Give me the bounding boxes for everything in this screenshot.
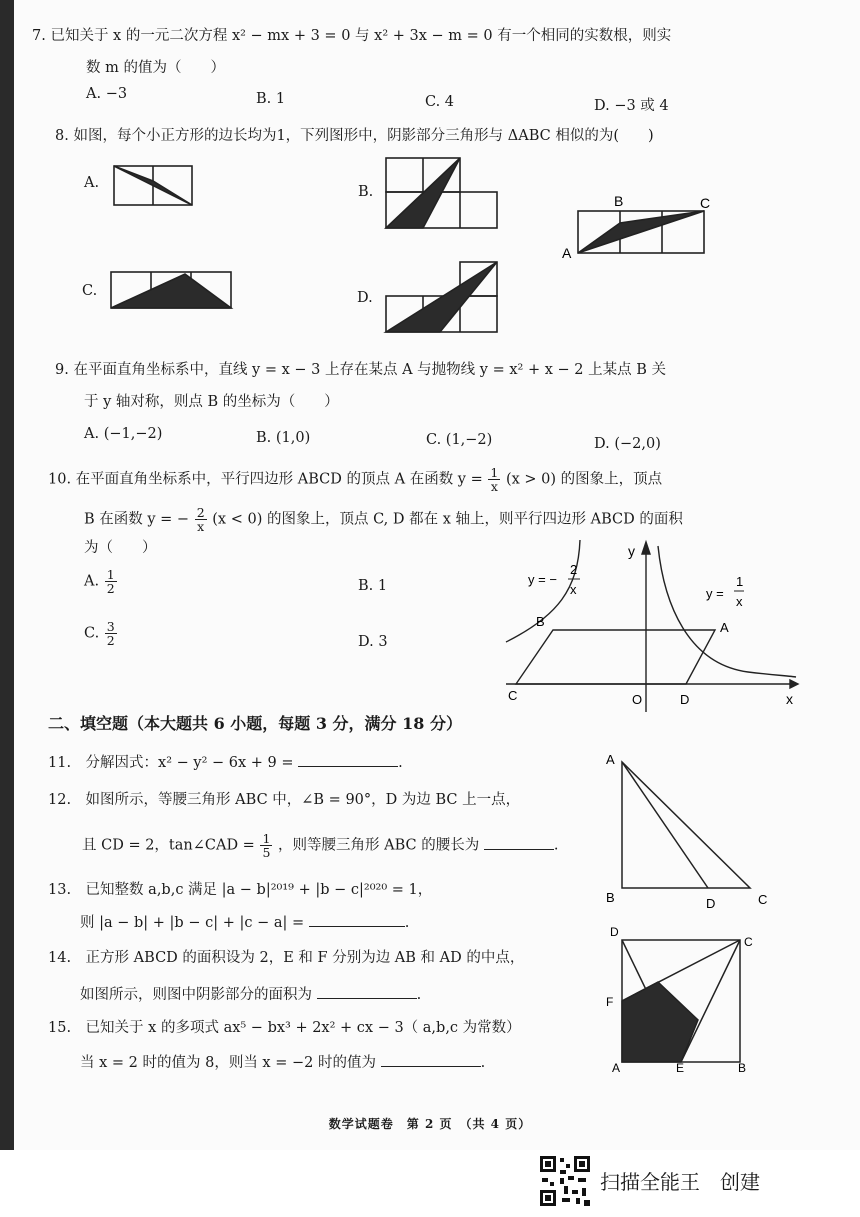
q12-line2-a: 且 CD = 2，tan∠CAD = [82, 837, 255, 854]
q14-square-figure [602, 924, 772, 1074]
q8-stem: 8. 如图，每个小正方形的边长均为1，下列图形中，阴影部分三角形与 ΔABC 相似的为( ) [55, 128, 654, 144]
q15-line2-text: 当 x = 2 时的值为 8，则当 x = −2 时的值为 [80, 1055, 376, 1071]
q10-graph-left-d: x [570, 582, 577, 597]
q13-line2-text: 则 |a − b| + |b − c| + |c − a| = [80, 915, 305, 931]
q12-answer-blank[interactable] [484, 835, 554, 850]
q8-ref-label-a: A [562, 245, 572, 261]
q7-option-d: D. −3 或 4 [594, 98, 669, 114]
q14-line2-text: 如图所示，则图中阴影部分的面积为 [80, 987, 312, 1003]
q14-fig-label-f: F [606, 995, 614, 1009]
q9-line2: 于 y 轴对称，则点 B 的坐标为（ ） [84, 394, 339, 410]
section-2-title: 二、填空题（本大题共 6 小题，每题 3 分，满分 18 分） [48, 714, 462, 733]
q13-answer-blank[interactable] [309, 912, 405, 927]
q14-fig-label-d: D [610, 925, 619, 939]
q10-line1-b: (x > 0) 的图象上，顶点 [505, 471, 663, 488]
q7-option-b: B. 1 [256, 91, 286, 107]
q8-figures [0, 150, 860, 510]
q8-option-d: D. [357, 290, 373, 306]
q15-line2: 当 x = 2 时的值为 8，则当 x = −2 时的值为 . [80, 1052, 485, 1073]
q11-answer-blank[interactable] [298, 752, 398, 767]
q10-option-d: D. 3 [358, 634, 388, 650]
q10-line2-b: (x < 0) 的图象上，顶点 C, D 都在 x 轴上，则平行四边形 ABCD 的面积 [212, 511, 683, 528]
q8-option-b: B. [358, 184, 374, 200]
q13-line1: 13. 已知整数 a,b,c 满足 |a − b|²⁰¹⁹ + |b − c|²⁰²⁰ = 1， [48, 882, 433, 898]
q10-line3: 为（ ） [84, 540, 157, 556]
q15-answer-blank[interactable] [381, 1052, 481, 1067]
q9-option-c: C. (1,−2) [426, 432, 493, 448]
q10-graph-label-o: O [632, 692, 643, 707]
q8-option-c: C. [82, 283, 98, 299]
q7-option-c: C. 4 [425, 94, 455, 110]
q10-frac-1: $\frac{1}{x}$ [490, 465, 499, 494]
q12-fig-label-b: B [606, 890, 615, 905]
q10-option-b: B. 1 [358, 578, 388, 594]
q11-text: 11. 分解因式：x² − y² − 6x + 9 = [48, 755, 294, 771]
page-footer: 数学试题卷 第 2 页 （共 4 页） [328, 1117, 532, 1131]
q8-ref-label-b: B [614, 193, 624, 209]
q11-line: 11. 分解因式：x² − y² − 6x + 9 = . [48, 752, 403, 773]
q10-line1-a: 10. 在平面直角坐标系中，平行四边形 ABCD 的顶点 A 在函数 y = [48, 471, 483, 488]
q14-line1: 14. 正方形 ABCD 的面积设为 2，E 和 F 分别为边 AB 和 AD 的中点， [48, 950, 525, 966]
q12-triangle-figure [600, 752, 780, 912]
q10-graph-label-d: D [680, 692, 690, 707]
q14-answer-blank[interactable] [317, 984, 417, 999]
q8-option-a: A. [84, 175, 100, 191]
q10-graph-label-y: y [628, 543, 635, 559]
q12-fig-label-a: A [606, 752, 615, 767]
q14-fig-label-b: B [738, 1061, 747, 1074]
q8-ref-label-c: C [700, 195, 711, 211]
q10-graph-label-b: B [536, 614, 545, 629]
q9-option-a: A. (−1,−2) [84, 426, 163, 442]
q12-line2: 且 CD = 2，tan∠CAD = $\frac{1}{5}$ ，则等腰三角形 ABC 的腰长为 . [82, 831, 559, 860]
qr-code-icon [538, 1154, 592, 1208]
q10-graph-right-fn: y = [706, 586, 724, 601]
q10-line2-a: B 在函数 y = − [84, 511, 190, 528]
q9-option-b: B. (1,0) [256, 430, 311, 446]
q9-line1: 9. 在平面直角坐标系中，直线 y = x − 3 上存在某点 A 与抛物线 y = x² + x − 2 上某点 B 关 [55, 362, 666, 378]
scanner-watermark: 扫描全能王 创建 [600, 1170, 760, 1194]
q10-line1 [48, 466, 662, 493]
q10-option-a: A. $\frac{1}{2}$ [84, 567, 115, 596]
q10-graph-left-n: 2 [570, 562, 578, 577]
q12-line1: 12. 如图所示，等腰三角形 ABC 中，∠B = 90°，D 为边 BC 上一点， [48, 792, 521, 808]
q7-option-a: A. −3 [86, 86, 128, 102]
q14-fig-label-a: A [612, 1061, 621, 1074]
q10-graph-label-a: A [720, 620, 729, 635]
q10-option-c: C. $\frac{3}{2}$ [84, 619, 115, 648]
q7-line2: 数 m 的值为（ ） [86, 60, 225, 76]
q10-line2 [84, 506, 683, 533]
q10-graph-left-fn: y = − [528, 572, 557, 587]
q10-graph-label-x: x [786, 691, 793, 707]
q12-fig-label-d: D [706, 896, 716, 911]
q14-line2: 如图所示，则图中阴影部分的面积为 . [80, 984, 421, 1005]
q7-line1: 7. 已知关于 x 的一元二次方程 x² − mx + 3 = 0 与 x² + 3x − m = 0 有一个相同的实数根，则实 [32, 28, 672, 44]
q10-frac-2: $\frac{2}{x}$ [196, 505, 205, 534]
q12-frac: $\frac{1}{5}$ [262, 831, 271, 860]
q10-graph-label-c: C [508, 688, 518, 703]
q12-fig-label-c: C [758, 892, 768, 907]
q14-fig-label-c: C [744, 935, 753, 949]
q12-line2-b: ，则等腰三角形 ABC 的腰长为 [278, 837, 480, 854]
q10-graph-right-n: 1 [736, 574, 744, 589]
q10-graph-right-d: x [736, 594, 743, 609]
q10-graph [498, 534, 818, 724]
q15-line1: 15. 已知关于 x 的多项式 ax⁵ − bx³ + 2x² + cx − 3（ a,b,c 为常数） [48, 1020, 521, 1036]
q14-fig-label-e: E [676, 1061, 685, 1074]
q9-option-d: D. (−2,0) [594, 436, 661, 452]
q13-line2: 则 |a − b| + |b − c| + |c − a| = . [80, 912, 409, 933]
